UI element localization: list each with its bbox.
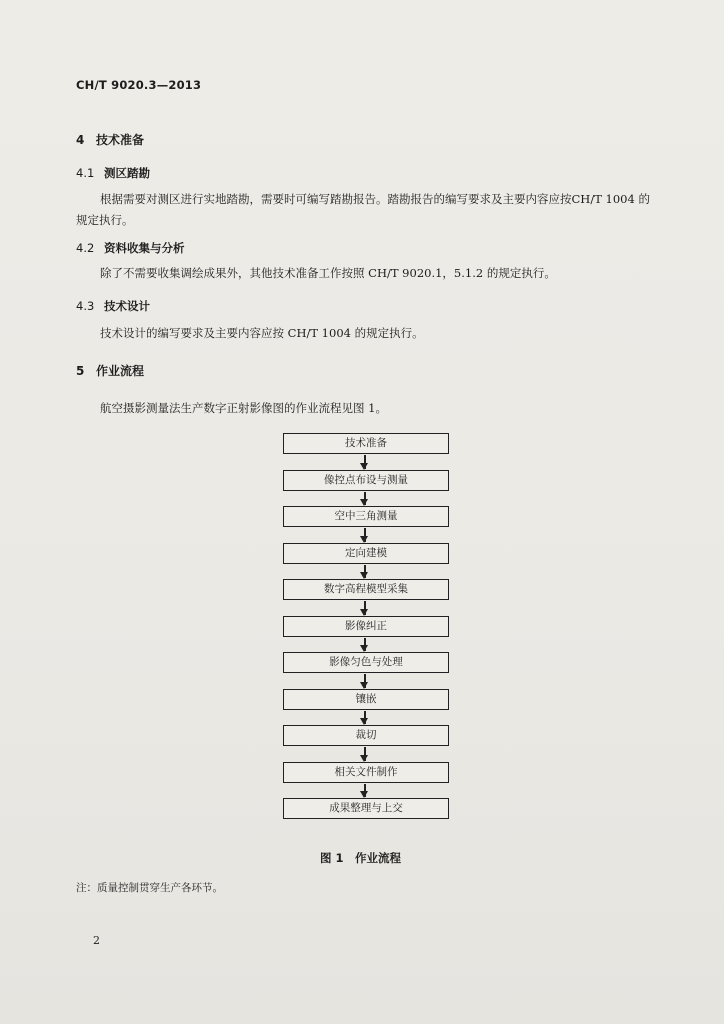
section-4-1-title: 测区踏勘: [104, 166, 150, 180]
section-4-title: 技术准备: [96, 133, 145, 147]
flow-step-box: 影像纠正: [283, 616, 449, 637]
flow-arrow: [364, 638, 366, 652]
flow-step-box: 定向建模: [283, 543, 449, 564]
section-4-heading: [76, 131, 144, 148]
flow-step-box: 成果整理与上交: [283, 798, 449, 819]
flow-step-box: 技术准备: [283, 433, 449, 454]
flow-arrow: [364, 784, 366, 798]
flow-step-box: 镶嵌: [283, 689, 449, 710]
flow-step-box: 空中三角测量: [283, 506, 449, 527]
figure-note: 注：质量控制贯穿生产各环节。: [76, 882, 223, 894]
section-4-2-heading: [76, 240, 185, 256]
flow-step-box: 相关文件制作: [283, 762, 449, 783]
section-4-2-title: 资料收集与分析: [104, 241, 185, 255]
flow-arrow: [364, 747, 366, 761]
flow-arrow: [364, 565, 366, 579]
flow-step-box: 裁切: [283, 725, 449, 746]
flow-arrow: [364, 492, 366, 506]
flow-arrow: [364, 674, 366, 688]
section-5-text: 航空摄影测量法生产数字正射影像图的作业流程见图 1。: [100, 401, 387, 415]
section-4-3-heading: [76, 298, 150, 314]
section-4-2-number: 4.2: [76, 241, 95, 255]
flow-arrow: [364, 601, 366, 615]
flow-arrow: [364, 455, 366, 469]
flow-step-box: 像控点布设与测量: [283, 470, 449, 491]
section-5-heading: [76, 362, 144, 379]
section-4-number: 4: [76, 133, 85, 147]
section-4-3-text: 技术设计的编写要求及主要内容应按 CH/T 1004 的规定执行。: [100, 326, 424, 340]
flow-step-box: 影像匀色与处理: [283, 652, 449, 673]
flow-step-box: 数字高程模型采集: [283, 579, 449, 600]
page-header: CH/T 9020.3—2013: [76, 78, 202, 92]
section-4-2-text: 除了不需要收集调绘成果外，其他技术准备工作按照 CH/T 9020.1，5.1.2 的规定执行。: [100, 266, 556, 280]
flow-arrow: [364, 711, 366, 725]
section-4-3-title: 技术设计: [104, 299, 150, 313]
section-4-1-heading: [76, 165, 150, 181]
section-4-1-number: 4.1: [76, 166, 95, 180]
section-5-number: 5: [76, 364, 85, 378]
page-number: 2: [93, 934, 100, 947]
section-4-1-text: 根据需要对测区进行实地踏勘，需要时可编写踏勘报告。踏勘报告的编写要求及主要内容应按CH/T 1004 的规定执行。: [76, 192, 650, 227]
section-4-3-number: 4.3: [76, 299, 95, 313]
flow-arrow: [364, 528, 366, 542]
figure-caption: 图 1 作业流程: [320, 851, 402, 865]
section-5-title: 作业流程: [96, 364, 145, 378]
